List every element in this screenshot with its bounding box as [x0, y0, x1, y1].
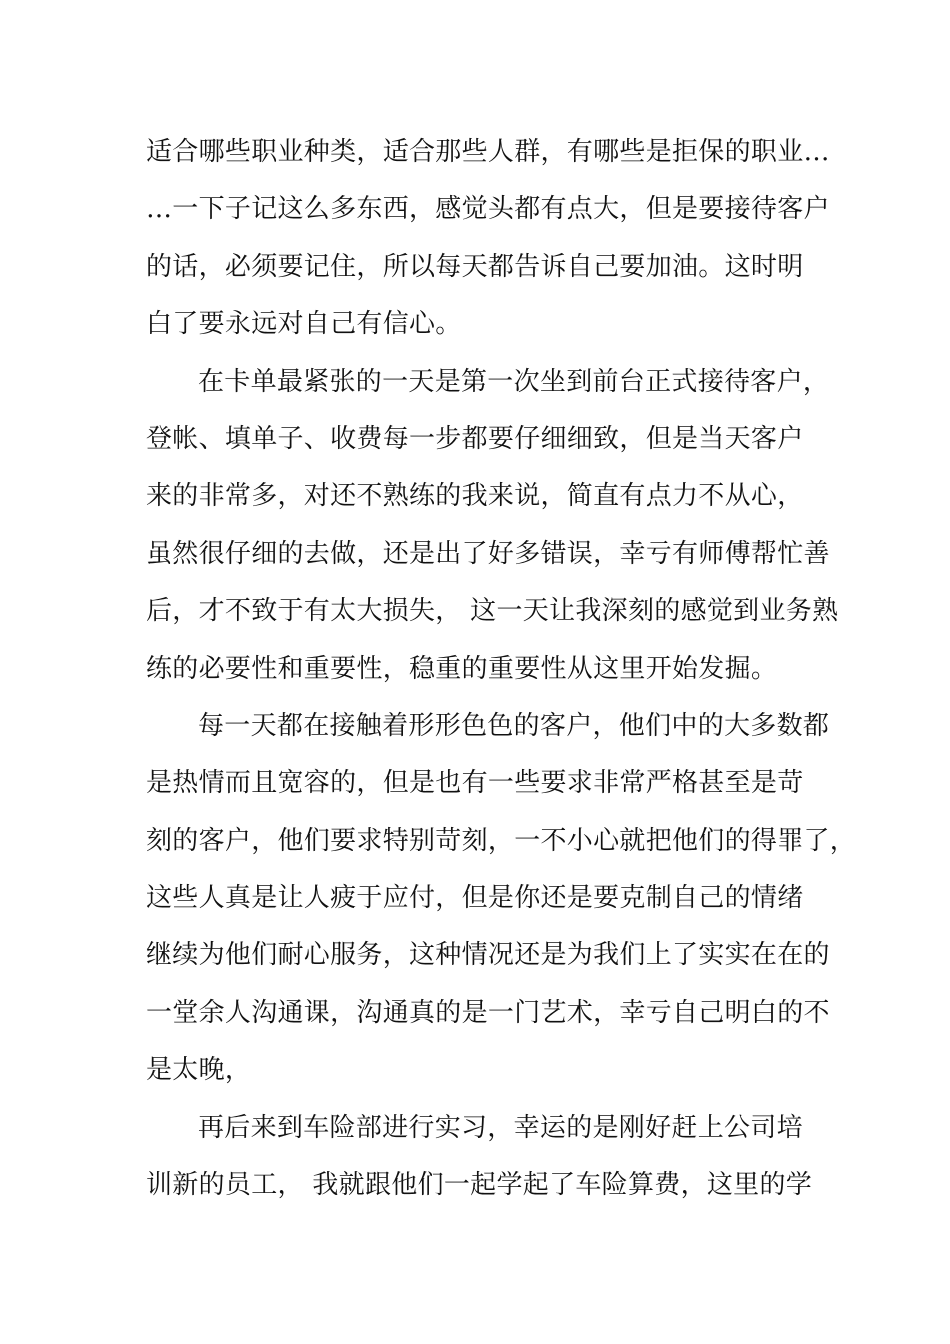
- text-line: 刻的客户，他们要求特别苛刻，一不小心就把他们的得罪了，: [146, 825, 857, 856]
- text-line: 白了要永远对自己有信心。: [146, 309, 462, 340]
- text-line: 是热情而且宽容的，但是也有一些要求非常严格甚至是苛: [146, 768, 804, 799]
- paragraph-first-line: 再后来到车险部进行实习，幸运的是刚好赶上公司培: [198, 1112, 803, 1143]
- text-line: 来的非常多，对还不熟练的我来说，简直有点力不从心，: [146, 481, 804, 512]
- paragraph-first-line: 在卡单最紧张的一天是第一次坐到前台正式接待客户，: [198, 366, 830, 397]
- paragraph-first-line: 每一天都在接触着形形色色的客户，他们中的大多数都: [198, 710, 830, 741]
- text-line: 训新的员工， 我就跟他们一起学起了车险算费，这里的学: [146, 1170, 813, 1201]
- text-line: 这些人真是让人疲于应付，但是你还是要克制自己的情绪: [146, 883, 804, 914]
- text-line: 是太晚，: [146, 1055, 252, 1086]
- text-line: 登帐、填单子、收费每一步都要仔细细致，但是当天客户: [146, 423, 804, 454]
- text-line: 练的必要性和重要性，稳重的重要性从这里开始发掘。: [146, 653, 778, 684]
- text-line: 后，才不致于有太大损失， 这一天让我深刻的感觉到业务熟: [146, 596, 839, 627]
- text-line: …一下子记这么多东西，感觉头都有点大，但是要接待客户: [146, 194, 830, 225]
- text-line: 适合哪些职业种类，适合那些人群，有哪些是拒保的职业…: [146, 137, 830, 167]
- document-body: [146, 124, 857, 1214]
- text-line: 一堂余人沟通课，沟通真的是一门艺术，幸亏自己明白的不: [146, 997, 830, 1028]
- text-line: 继续为他们耐心服务，这种情况还是为我们上了实实在在的: [146, 940, 830, 971]
- text-line: 的话，必须要记住，所以每天都告诉自己要加油。这时明: [146, 251, 804, 282]
- text-line: 虽然很仔细的去做，还是出了好多错误，幸亏有师傅帮忙善: [146, 538, 830, 569]
